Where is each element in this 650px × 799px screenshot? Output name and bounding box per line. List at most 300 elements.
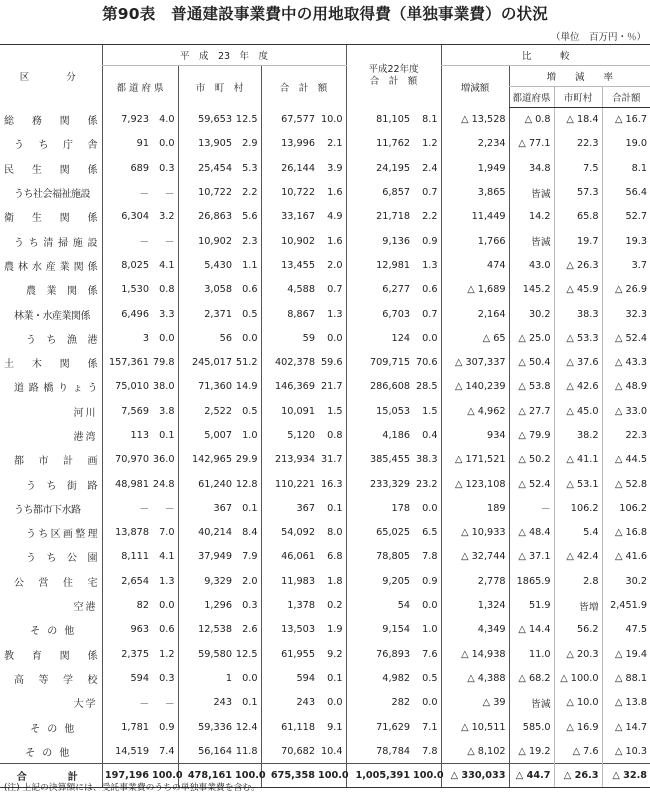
table-cell: 3.2 (159, 211, 175, 223)
table-cell: 4.1 (159, 551, 175, 563)
table-cell: 7.8 (422, 745, 438, 757)
table-cell: 19.0 (602, 132, 650, 156)
table-cell: 2,375 (102, 642, 152, 666)
table-cell: 6,277 (346, 278, 413, 302)
table-cell: 38.3 (415, 454, 438, 466)
table-cell: 52.7 (602, 205, 650, 229)
table-cell: 1.5 (422, 405, 438, 417)
table-cell: 675,358 (261, 764, 318, 788)
table-cell: 367 (178, 496, 235, 520)
table-cell: 0.6 (422, 284, 438, 296)
header-zogen-ritsu: 増 減 率 (509, 66, 650, 87)
table-cell: △ 50.4 (509, 350, 554, 374)
table-cell: － (509, 496, 554, 520)
table-cell: 2,234 (441, 132, 509, 156)
table-cell: △ 8,102 (441, 739, 509, 763)
row-label: 都市計画 (14, 456, 98, 468)
table-cell: 0.9 (159, 721, 175, 733)
table-cell: 0.0 (422, 600, 438, 612)
row-label: 道路橋りょう (14, 383, 98, 395)
table-cell: 1,781 (102, 715, 152, 739)
table-cell: △ 25.0 (509, 326, 554, 350)
table-cell: 178 (346, 496, 413, 520)
table-cell: △ 50.2 (509, 448, 554, 472)
table-cell: 67,577 (261, 108, 318, 132)
table-cell: 5.6 (242, 211, 258, 223)
table-cell: 1,005,391 (346, 764, 413, 788)
table-cell: 6,857 (346, 180, 413, 204)
table-cell: 189 (441, 496, 509, 520)
table-cell: 10.0 (320, 114, 343, 126)
header-rate-total: 合計額 (602, 87, 650, 108)
table-cell: △ 32.8 (602, 764, 650, 788)
table-cell: 4,349 (441, 618, 509, 642)
table-cell: 15,053 (346, 399, 413, 423)
table-cell: － (102, 180, 152, 204)
table-cell: 8,111 (102, 545, 152, 569)
table-cell: 4.9 (327, 211, 343, 223)
row-label: 民生関係 (4, 164, 98, 176)
table-cell: 7.0 (159, 527, 175, 539)
table-cell: 594 (102, 666, 152, 690)
header-pref: 都 道 府 県 (102, 66, 178, 108)
table-cell: 2.8 (554, 569, 602, 593)
table-cell: 4.1 (159, 259, 175, 271)
table-cell: 11,762 (346, 132, 413, 156)
table-cell: 110,221 (261, 472, 318, 496)
table-row (0, 108, 650, 132)
header-rate-pref: 都道府県 (509, 87, 554, 108)
table-cell: 7.9 (242, 551, 258, 563)
table-cell: △ 10,933 (441, 521, 509, 545)
table-row (0, 156, 650, 180)
table-cell: 36.0 (152, 454, 175, 466)
table-cell: － (102, 496, 152, 520)
row-label: 公営住宅 (14, 577, 98, 589)
table-cell: 106.2 (554, 496, 602, 520)
table-cell: 4,186 (346, 423, 413, 447)
table-cell: △ 45.9 (554, 278, 602, 302)
table-cell: △ 13.8 (602, 691, 650, 715)
table-cell: 9.1 (327, 721, 343, 733)
table-row (0, 521, 650, 545)
table-cell: △ 100.0 (554, 666, 602, 690)
table-cell: 3 (102, 326, 152, 350)
table-cell: 8,867 (261, 302, 318, 326)
table-cell: 1.6 (327, 235, 343, 247)
table-cell: 7.1 (422, 721, 438, 733)
table-cell: △ 52.4 (602, 326, 650, 350)
table-cell: 2.9 (242, 138, 258, 150)
table-cell: 0.1 (242, 502, 258, 514)
table-cell: 12.5 (235, 648, 258, 660)
table-cell: 51.9 (509, 593, 554, 617)
row-label: 林業・水産業関係 (14, 310, 90, 322)
table-cell: 11.8 (235, 745, 258, 757)
table-cell: △ 19.4 (602, 642, 650, 666)
table-cell: 243 (261, 691, 318, 715)
table-cell: 0.0 (327, 332, 343, 344)
table-cell: △ 39 (441, 691, 509, 715)
table-cell: 7,569 (102, 399, 152, 423)
table-cell: 1,766 (441, 229, 509, 253)
table-cell: － (164, 698, 175, 710)
table-cell: 5,007 (178, 423, 235, 447)
table-cell: 25,454 (178, 156, 235, 180)
table-cell: 47.5 (602, 618, 650, 642)
table-cell: 13,905 (178, 132, 235, 156)
table-cell: 245,017 (178, 350, 235, 374)
table-cell: 38.2 (554, 423, 602, 447)
table-cell: △ 79.9 (509, 423, 554, 447)
table-cell: 56.4 (602, 180, 650, 204)
row-label: うち庁舎 (14, 140, 98, 152)
table-cell: 31.7 (320, 454, 343, 466)
table-cell: 24.8 (152, 478, 175, 490)
table-cell: 0.0 (422, 697, 438, 709)
table-cell: 26,863 (178, 205, 235, 229)
table-cell: 157,361 (102, 350, 152, 374)
table-cell: 75,010 (102, 375, 152, 399)
row-label: 港湾 (73, 432, 98, 443)
table-cell: 9,154 (346, 618, 413, 642)
table-cell: 0.0 (159, 600, 175, 612)
table-cell: 0.7 (422, 308, 438, 320)
table-cell: △ 26.3 (554, 253, 602, 277)
row-label: うち区画整理 (26, 529, 98, 541)
row-label: その他 (25, 747, 77, 759)
table-cell: 13,878 (102, 521, 152, 545)
row-label: うち街路 (26, 480, 98, 492)
table-cell: △ 19.2 (509, 739, 554, 763)
table-cell: 54,092 (261, 521, 318, 545)
table-row (0, 423, 650, 447)
table-cell: 38.3 (554, 302, 602, 326)
table-cell: 0.0 (327, 697, 343, 709)
table-cell: 22.3 (602, 423, 650, 447)
table-cell: △ 42.6 (554, 375, 602, 399)
row-label: 合 計 (0, 764, 102, 788)
table-cell: 233,329 (346, 472, 413, 496)
table-cell: 2.2 (422, 211, 438, 223)
table-cell: 934 (441, 423, 509, 447)
table-row (0, 132, 650, 156)
table-cell: 0.0 (159, 332, 175, 344)
table-cell: 402,378 (261, 350, 318, 374)
table-cell: 585.0 (509, 715, 554, 739)
table-cell: 10,722 (178, 180, 235, 204)
table-cell: 5.4 (554, 521, 602, 545)
table-cell: 1865.9 (509, 569, 554, 593)
table-cell: 4,982 (346, 666, 413, 690)
table-cell: 474 (441, 253, 509, 277)
table-cell: 4.0 (159, 114, 175, 126)
table-cell: 1.2 (422, 138, 438, 150)
table-cell: 0.6 (242, 284, 258, 296)
row-label: その他 (30, 626, 82, 638)
table-cell: 16.3 (320, 478, 343, 490)
table-cell: 7.6 (422, 648, 438, 660)
table-cell: 78,805 (346, 545, 413, 569)
table-cell: △ 7.6 (554, 739, 602, 763)
table-cell: 113 (102, 423, 152, 447)
table-cell: 478,161 (178, 764, 235, 788)
table-cell: △ 44.7 (509, 764, 554, 788)
table-cell: △ 10.0 (554, 691, 602, 715)
table-cell: 70,970 (102, 448, 152, 472)
row-label: 農業関係 (26, 286, 98, 298)
table-cell: 7.8 (422, 551, 438, 563)
table-cell: △ 14.7 (602, 715, 650, 739)
table-cell: 0.0 (242, 672, 258, 684)
table-cell: 1,949 (441, 156, 509, 180)
table-cell: 10,091 (261, 399, 318, 423)
row-label: 土木関係 (4, 359, 98, 371)
table-cell: 8.1 (422, 114, 438, 126)
table-row (0, 278, 650, 302)
table-cell: 1,296 (178, 593, 235, 617)
row-label: 大学 (73, 699, 98, 711)
table-cell: 3.3 (159, 308, 175, 320)
table-cell: 28.5 (415, 381, 438, 393)
table-cell: 11.0 (509, 642, 554, 666)
table-cell: 29.9 (235, 454, 258, 466)
table-cell: △ 53.3 (554, 326, 602, 350)
table-cell: 8.0 (327, 527, 343, 539)
table-cell: 9.2 (327, 648, 343, 660)
table-cell: 0.5 (422, 672, 438, 684)
table-cell: 56 (178, 326, 235, 350)
table-cell: 皆減 (509, 229, 554, 253)
table-cell: － (164, 504, 175, 516)
table-cell: 12.4 (235, 721, 258, 733)
table-row (0, 739, 650, 763)
table-cell: 1.8 (327, 575, 343, 587)
table-cell: 61,955 (261, 642, 318, 666)
table-cell: △ 123,108 (441, 472, 509, 496)
table-row (0, 666, 650, 690)
table-row (0, 375, 650, 399)
table-cell: 6.8 (327, 551, 343, 563)
table-cell: 59.6 (320, 357, 343, 369)
table-body (0, 108, 650, 788)
table-cell: △ 0.8 (509, 108, 554, 132)
table-cell: 0.4 (422, 430, 438, 441)
table-cell: △ 16.7 (602, 108, 650, 132)
table-row (0, 496, 650, 520)
table-cell: 2,778 (441, 569, 509, 593)
table-cell: 0.3 (159, 162, 175, 174)
table-row (0, 545, 650, 569)
table-cell: 30.2 (509, 302, 554, 326)
table-row (0, 229, 650, 253)
table-cell: △ 4,388 (441, 666, 509, 690)
header-total: 合 計 額 (261, 66, 346, 108)
table-cell: △ 65 (441, 326, 509, 350)
table-cell: △ 37.6 (554, 350, 602, 374)
table-cell: 0.0 (159, 138, 175, 150)
table-cell: 142,965 (178, 448, 235, 472)
table-cell: 12,538 (178, 618, 235, 642)
table-cell: 106.2 (602, 496, 650, 520)
table-cell: 0.5 (242, 405, 258, 417)
table-cell: △ 32,744 (441, 545, 509, 569)
table-cell: 100.0 (318, 764, 346, 788)
table-cell: 1.6 (327, 187, 343, 199)
table-cell: △ 33.0 (602, 399, 650, 423)
row-label: うち社会福祉施設 (14, 189, 90, 201)
header-fy22 (346, 45, 441, 108)
table-cell: 100.0 (235, 764, 261, 788)
table-row (0, 399, 650, 423)
table-cell: 100.0 (152, 764, 178, 788)
table-cell: △ 52.4 (509, 472, 554, 496)
table-cell: 689 (102, 156, 152, 180)
table-cell: △ 10,511 (441, 715, 509, 739)
table-title: 第90表 普通建設事業費中の用地取得費（単独事業費）の状況 (102, 5, 548, 23)
table-cell: 709,715 (346, 350, 413, 374)
table-cell: 12,981 (346, 253, 413, 277)
table-cell: 65,025 (346, 521, 413, 545)
table-cell: 12.8 (235, 478, 258, 490)
table-cell: 2.0 (242, 575, 258, 587)
row-label: うち公園 (26, 553, 98, 565)
table-cell: 9,136 (346, 229, 413, 253)
table-cell: 10,902 (178, 229, 235, 253)
table-cell: 91 (102, 132, 152, 156)
table-cell: △ 14.4 (509, 618, 554, 642)
table-cell: 皆増 (554, 593, 602, 617)
table-cell: 1.0 (242, 430, 258, 441)
table-row (0, 253, 650, 277)
table-row (0, 618, 650, 642)
table-cell: － (164, 237, 175, 249)
table-cell: 2.4 (422, 162, 438, 174)
table-cell: 70,682 (261, 739, 318, 763)
table-cell: △ 10.3 (602, 739, 650, 763)
table-cell: 57.3 (554, 180, 602, 204)
table-cell: 8.4 (242, 527, 258, 539)
table-cell: △ 44.5 (602, 448, 650, 472)
table-cell: 2.3 (242, 235, 258, 247)
table-cell: 8.1 (602, 156, 650, 180)
table-cell: 286,608 (346, 375, 413, 399)
table-cell: 61,118 (261, 715, 318, 739)
table-cell: △ 1,689 (441, 278, 509, 302)
table-row (0, 302, 650, 326)
table-cell: 2.0 (327, 259, 343, 271)
table-cell: 1 (178, 666, 235, 690)
table-cell: 146,369 (261, 375, 318, 399)
table-cell: 385,455 (346, 448, 413, 472)
table-row (0, 448, 650, 472)
table-cell: 皆減 (509, 691, 554, 715)
table-cell: 963 (102, 618, 152, 642)
table-cell: 61,240 (178, 472, 235, 496)
row-label: その他 (30, 723, 82, 735)
table-cell: 43.0 (509, 253, 554, 277)
header-fy22-line1: 平成22年度 (368, 64, 419, 76)
header-fy22-line2: 合 計 額 (369, 76, 418, 88)
table-cell: 10.4 (320, 745, 343, 757)
table-cell: 6,703 (346, 302, 413, 326)
table-cell: 11,449 (441, 205, 509, 229)
table-cell: △ 48.9 (602, 375, 650, 399)
table-cell: 2.1 (327, 138, 343, 150)
table-cell: △ 330,033 (441, 764, 509, 788)
footnote: (注) 上記の決算額には、受託事業費のうちの単独事業費を含む。 (4, 783, 260, 793)
table-cell: 0.7 (327, 284, 343, 296)
table-cell: △ 43.3 (602, 350, 650, 374)
table-cell: 0.0 (422, 332, 438, 344)
table-cell: 0.7 (422, 187, 438, 199)
table-cell: 5.3 (242, 162, 258, 174)
table-cell: 6,304 (102, 205, 152, 229)
row-label: うち漁港 (26, 334, 98, 346)
table-cell: 0.9 (422, 575, 438, 587)
row-label: うち清掃施設 (14, 237, 98, 249)
table-cell: 79.8 (152, 357, 175, 369)
table-cell: － (102, 691, 152, 715)
table-cell: 0.2 (327, 600, 343, 612)
table-cell: △ 68.2 (509, 666, 554, 690)
table-cell: 14.9 (235, 381, 258, 393)
table-cell: 59,580 (178, 642, 235, 666)
table-cell: 81,105 (346, 108, 413, 132)
table-cell: 59 (261, 326, 318, 350)
table-cell: 22.3 (554, 132, 602, 156)
table-cell: △ 4,962 (441, 399, 509, 423)
table-cell: 282 (346, 691, 413, 715)
table-cell: 145.2 (509, 278, 554, 302)
table-cell: △ 41.6 (602, 545, 650, 569)
table-cell: 1.9 (327, 624, 343, 636)
table-cell: △ 42.4 (554, 545, 602, 569)
table-cell: △ 171,521 (441, 448, 509, 472)
table-cell: 1.3 (159, 575, 175, 587)
table-cell: 0.0 (422, 502, 438, 514)
table-cell: 2.2 (242, 187, 258, 199)
table-row (0, 593, 650, 617)
table-cell: 0.0 (242, 332, 258, 344)
table-cell: 5,120 (261, 423, 318, 447)
table-cell: △ 27.7 (509, 399, 554, 423)
table-cell: 1.5 (327, 405, 343, 417)
table-cell: 5,430 (178, 253, 235, 277)
table-cell: 1.3 (327, 308, 343, 320)
header-hikaku: 比 較 (441, 45, 650, 66)
table-cell: 4,588 (261, 278, 318, 302)
table-cell: △ 16.8 (602, 521, 650, 545)
table-cell: 14,519 (102, 739, 152, 763)
table-cell: 10,902 (261, 229, 318, 253)
table-row (0, 569, 650, 593)
table-cell: － (164, 188, 175, 200)
table-cell: 76,893 (346, 642, 413, 666)
table-cell: 0.5 (242, 308, 258, 320)
table-cell: 38.0 (152, 381, 175, 393)
table-cell: 213,934 (261, 448, 318, 472)
table-cell: 1,530 (102, 278, 152, 302)
table-row (0, 326, 650, 350)
table-cell: 46,061 (261, 545, 318, 569)
row-label: 衛生関係 (4, 213, 98, 225)
table-cell: △ 88.1 (602, 666, 650, 690)
table-cell: 48,981 (102, 472, 152, 496)
row-label: 空港 (73, 602, 98, 614)
table-cell: 24,195 (346, 156, 413, 180)
table-cell: 71,360 (178, 375, 235, 399)
